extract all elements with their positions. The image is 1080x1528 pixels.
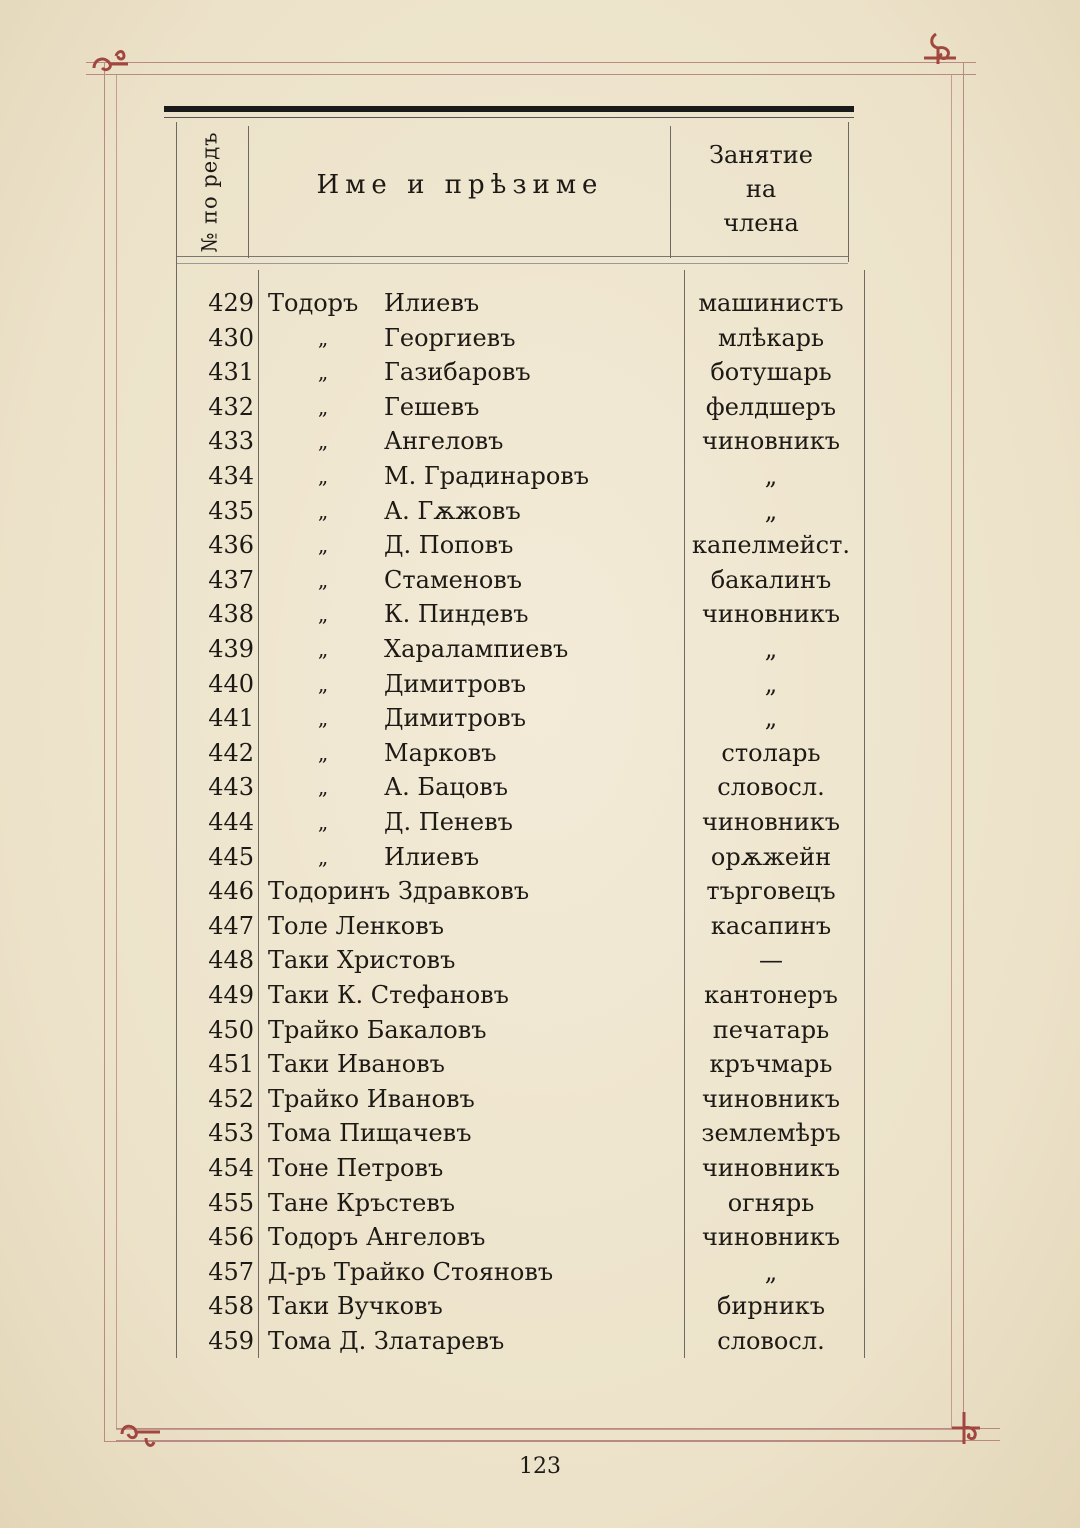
member-occupation: орѫжейн — [710, 842, 832, 871]
ditto-mark: „ — [317, 637, 329, 661]
table-row — [0, 355, 1080, 389]
header-occupation-line: члена — [723, 209, 799, 237]
table-top-rule-thin — [164, 117, 854, 118]
member-surname: Илиевъ — [384, 289, 480, 317]
member-occupation: чиновникъ — [701, 1223, 841, 1252]
row-number: 443 — [208, 773, 254, 802]
row-number: 435 — [208, 496, 254, 525]
member-occupation: „ — [764, 635, 778, 663]
row-number: 432 — [208, 392, 254, 421]
table-row — [0, 563, 1080, 597]
member-surname: Георгиевъ — [384, 323, 516, 352]
table-row — [0, 805, 1080, 839]
ditto-mark: „ — [317, 325, 329, 350]
row-number: 438 — [208, 600, 254, 629]
ditto-mark: „ — [317, 429, 329, 454]
member-surname: Марковъ — [384, 738, 497, 767]
member-occupation: чиновникъ — [701, 427, 841, 456]
page-number: 123 — [519, 1454, 561, 1479]
row-number: 444 — [208, 808, 254, 836]
member-first-name: Тодоръ — [268, 289, 359, 317]
member-surname: Д. Поповъ — [384, 531, 514, 560]
row-number: 442 — [208, 738, 254, 767]
ditto-mark: „ — [317, 706, 329, 731]
ditto-mark: „ — [317, 671, 329, 696]
frame-top-extension — [86, 62, 976, 63]
member-surname: К. Пиндевъ — [384, 600, 529, 629]
frame-bottom-extension-inner — [116, 1440, 1000, 1441]
member-surname: Димитровъ — [384, 704, 527, 733]
member-name: Тоне Петровъ — [268, 1154, 444, 1182]
header-number-column — [180, 132, 240, 252]
table-row — [0, 874, 1080, 908]
row-number: 457 — [208, 1257, 254, 1286]
table-row — [0, 1047, 1080, 1081]
ditto-mark: „ — [317, 464, 329, 488]
member-occupation: търговецъ — [706, 877, 836, 906]
member-name: Толе Ленковъ — [268, 911, 444, 940]
table-row — [0, 1255, 1080, 1289]
table-row — [0, 1116, 1080, 1150]
table-row — [0, 424, 1080, 458]
header-occupation-line: Занятие — [709, 141, 813, 169]
table-row — [0, 909, 1080, 943]
ditto-mark: „ — [317, 567, 329, 592]
row-number: 453 — [208, 1119, 254, 1148]
header-number-label: № по редъ — [198, 131, 222, 253]
ditto-mark: „ — [317, 498, 329, 523]
member-surname: Димитровъ — [384, 669, 527, 698]
member-occupation: „ — [764, 462, 778, 490]
table-row — [0, 632, 1080, 666]
frame-bottom-extension — [116, 1428, 1000, 1429]
member-surname: Газибаровъ — [384, 358, 531, 387]
header-col-divider — [670, 126, 671, 258]
table-row — [0, 840, 1080, 874]
row-number: 431 — [208, 358, 254, 387]
header-col-divider — [248, 126, 249, 258]
table-row — [0, 390, 1080, 424]
member-name: Таки Ивановъ — [268, 1050, 445, 1079]
table-row — [0, 1186, 1080, 1220]
ditto-mark: „ — [317, 602, 329, 627]
member-occupation: огнярь — [727, 1188, 815, 1217]
member-name: Тома Д. Златаревъ — [268, 1327, 505, 1355]
table-top-rule — [164, 106, 854, 112]
table-row — [0, 770, 1080, 804]
table-row — [0, 528, 1080, 562]
member-name: Трайко Бакаловъ — [268, 1015, 487, 1044]
row-number: 455 — [208, 1188, 254, 1217]
row-number: 459 — [208, 1327, 254, 1355]
table-row — [0, 943, 1080, 977]
table-row — [0, 667, 1080, 701]
member-occupation: печатарь — [712, 1015, 830, 1044]
row-number: 448 — [208, 946, 254, 975]
corner-ornament-icon — [916, 30, 964, 70]
member-name: Таки К. Стефановъ — [268, 981, 509, 1009]
member-occupation: „ — [764, 496, 778, 525]
table-row — [0, 736, 1080, 770]
header-occupation-column — [672, 138, 850, 240]
member-surname: А. Гѫжовъ — [384, 496, 521, 525]
member-occupation: словосл. — [717, 773, 825, 802]
member-occupation: „ — [764, 669, 778, 698]
member-name: Таки Вучковъ — [268, 1292, 443, 1321]
member-surname: Илиевъ — [384, 842, 480, 871]
member-occupation: чиновникъ — [701, 808, 841, 836]
row-number: 439 — [208, 635, 254, 663]
ditto-mark: „ — [317, 844, 329, 869]
header-occupation-line: на — [745, 175, 777, 203]
table-row — [0, 321, 1080, 355]
corner-ornament-icon — [88, 46, 136, 86]
member-surname: Ангеловъ — [384, 427, 504, 456]
member-occupation: землемѣръ — [701, 1119, 841, 1148]
member-name: Тома Пищачевъ — [268, 1119, 472, 1148]
row-number: 454 — [208, 1154, 254, 1182]
member-occupation: „ — [764, 1257, 778, 1286]
member-name: Тодоръ Ангеловъ — [268, 1223, 486, 1252]
member-occupation: чиновникъ — [701, 1154, 841, 1182]
table-row — [0, 1324, 1080, 1358]
ditto-mark: „ — [317, 740, 329, 765]
member-occupation: бирникъ — [716, 1292, 826, 1321]
member-occupation: бакалинъ — [710, 565, 832, 594]
row-number: 458 — [208, 1292, 254, 1321]
header-bottom-rule-thin — [176, 263, 848, 264]
header-bottom-rule — [176, 256, 848, 257]
table-row — [0, 286, 1080, 320]
member-occupation: ботушарь — [710, 358, 832, 387]
row-number: 446 — [208, 877, 254, 906]
table-row — [0, 1220, 1080, 1254]
member-name: Тане Кръстевъ — [268, 1188, 456, 1217]
member-surname: Стаменовъ — [384, 565, 523, 594]
table-row — [0, 1289, 1080, 1323]
table-row — [0, 459, 1080, 493]
table-row — [0, 1082, 1080, 1116]
frame-top-extension-inner — [86, 74, 976, 75]
member-name: Тодоринъ Здравковъ — [268, 877, 530, 906]
table-row — [0, 978, 1080, 1012]
member-occupation: — — [759, 946, 783, 975]
table-row — [0, 1013, 1080, 1047]
row-number: 434 — [208, 462, 254, 490]
row-number: 449 — [208, 981, 254, 1009]
ditto-mark: „ — [317, 394, 329, 419]
table-row — [0, 494, 1080, 528]
member-occupation: словосл. — [717, 1327, 825, 1355]
corner-ornament-icon — [116, 1412, 164, 1452]
row-number: 451 — [208, 1050, 254, 1079]
member-occupation: касапинъ — [710, 911, 832, 940]
table-row — [0, 701, 1080, 735]
ditto-mark: „ — [317, 775, 329, 800]
ditto-mark: „ — [317, 533, 329, 558]
table-row — [0, 597, 1080, 631]
table-row — [0, 1151, 1080, 1185]
member-occupation: кантонеръ — [704, 981, 838, 1009]
member-occupation: фелдшеръ — [705, 392, 837, 421]
member-occupation: чиновникъ — [701, 1084, 841, 1113]
member-occupation: кръчмарь — [709, 1050, 833, 1079]
member-name: Д-ръ Трайко Стояновъ — [268, 1257, 554, 1286]
row-number: 429 — [208, 289, 254, 317]
row-number: 452 — [208, 1084, 254, 1113]
member-occupation: машинистъ — [698, 289, 844, 317]
member-occupation: чиновникъ — [701, 600, 841, 629]
member-surname: М. Градинаровъ — [384, 462, 590, 490]
row-number: 441 — [208, 704, 254, 733]
row-number: 436 — [208, 531, 254, 560]
corner-ornament-icon — [946, 1408, 994, 1448]
ditto-mark: „ — [317, 810, 329, 834]
header-name-label: Име и прѣзиме — [316, 170, 604, 200]
member-name: Трайко Ивановъ — [268, 1084, 475, 1113]
member-surname: Д. Пеневъ — [384, 808, 513, 836]
member-surname: А. Бацовъ — [384, 773, 509, 802]
member-occupation: столарь — [721, 738, 821, 767]
member-occupation: „ — [764, 704, 778, 733]
row-number: 437 — [208, 565, 254, 594]
member-occupation: капелмейст. — [692, 531, 850, 560]
row-number: 433 — [208, 427, 254, 456]
row-number: 440 — [208, 669, 254, 698]
row-number: 456 — [208, 1223, 254, 1252]
member-surname: Харалампиевъ — [384, 635, 569, 663]
member-name: Таки Христовъ — [268, 946, 456, 975]
member-occupation: млѣкарь — [717, 323, 825, 352]
row-number: 450 — [208, 1015, 254, 1044]
row-number: 430 — [208, 323, 254, 352]
ditto-mark: „ — [317, 360, 329, 385]
row-number: 445 — [208, 842, 254, 871]
member-surname: Гешевъ — [384, 392, 480, 421]
row-number: 447 — [208, 911, 254, 940]
